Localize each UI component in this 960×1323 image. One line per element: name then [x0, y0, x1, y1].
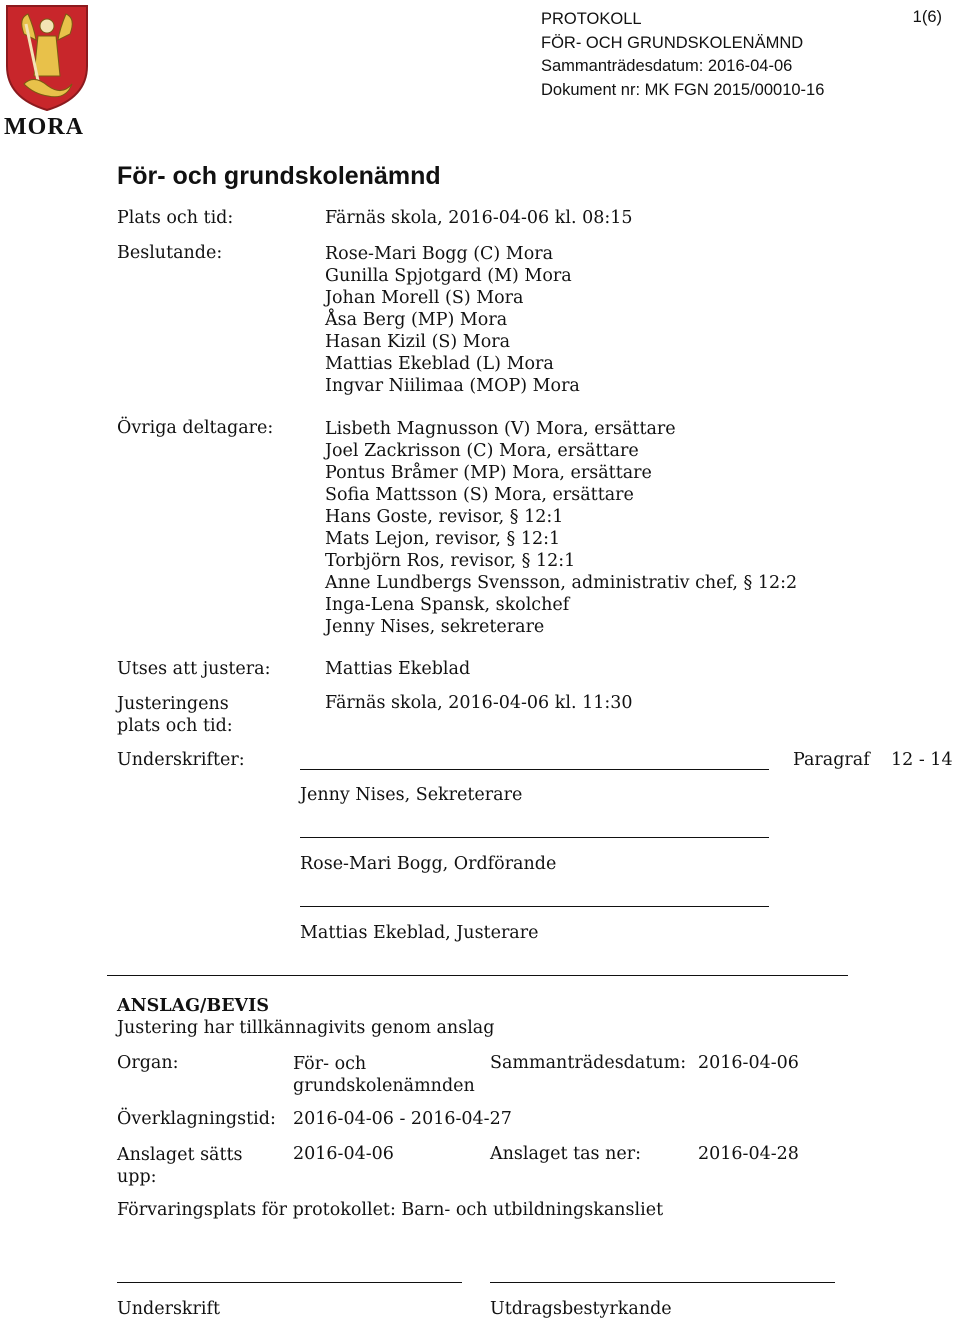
other-participants-list: [325, 418, 797, 638]
document-header: [541, 8, 824, 102]
list-item: Joel Zackrisson (C) Mora, ersättare: [325, 441, 639, 461]
adjustment-place-label: [117, 693, 233, 737]
meeting-date: Sammanträdesdatum: 2016-04-06: [541, 57, 793, 75]
list-item: Pontus Bråmer (MP) Mora, ersättare: [325, 463, 652, 483]
adjustment-place-label-line-1: Justeringens: [117, 694, 229, 714]
posted-label-line-1: Anslaget sätts: [117, 1145, 243, 1165]
paragraph-value: 12 - 14: [891, 750, 953, 770]
list-item: Hans Goste, revisor, § 12:1: [325, 507, 564, 527]
mora-coat-of-arms-logo: [4, 4, 90, 142]
organ-label: Organ:: [117, 1053, 179, 1073]
removed-value: 2016-04-28: [698, 1144, 799, 1164]
signature-label: Underskrift: [117, 1299, 221, 1319]
list-item: Inga-Lena Spansk, skolchef: [325, 595, 570, 615]
decision-makers-label: Beslutande:: [117, 243, 223, 263]
list-item: Hasan Kizil (S) Mora: [325, 332, 511, 352]
doc-type: PROTOKOLL: [541, 10, 642, 28]
notice-meeting-date-value: 2016-04-06: [698, 1053, 799, 1073]
storage-location: Förvaringsplats för protokollet: Barn- och utbildningskansliet: [117, 1200, 664, 1220]
signatures-label: Underskrifter:: [117, 750, 245, 770]
signature-line-secretary: [300, 769, 769, 770]
notice-meeting-date-label: Sammanträdesdatum:: [490, 1053, 687, 1073]
list-item: Gunilla Spjotgard (M) Mora: [325, 266, 572, 286]
list-item: Rose-Mari Bogg (C) Mora: [325, 244, 554, 264]
organ-value: [293, 1053, 475, 1097]
posted-label: [117, 1144, 243, 1188]
list-item: Torbjörn Ros, revisor, § 12:1: [325, 551, 576, 571]
posted-value: 2016-04-06: [293, 1144, 394, 1164]
list-item: Mattias Ekeblad (L) Mora: [325, 354, 554, 374]
organ-value-line-2: grundskolenämnden: [293, 1076, 475, 1096]
document-number: Dokument nr: MK FGN 2015/00010-16: [541, 80, 825, 99]
certification-label: Utdragsbestyrkande: [490, 1299, 672, 1319]
adjuster-name: Mattias Ekeblad, Justerare: [300, 923, 539, 943]
secretary-name: Jenny Nises, Sekreterare: [300, 785, 523, 805]
notice-subheading: Justering har tillkännagivits genom anslag: [117, 1018, 495, 1038]
section-divider: [107, 975, 848, 976]
list-item: Johan Morell (S) Mora: [325, 288, 524, 308]
logo-text: MORA: [4, 114, 84, 140]
appeal-period-value: 2016-04-06 - 2016-04-27: [293, 1109, 512, 1129]
page-title: För- och grundskolenämnd: [117, 162, 441, 190]
adjuster-value: Mattias Ekeblad: [325, 659, 471, 679]
signature-line-certification: [490, 1282, 835, 1283]
board-name: FÖR- OCH GRUNDSKOLENÄMND: [541, 33, 804, 52]
signature-line-chair: [300, 837, 769, 838]
list-item: Anne Lundbergs Svensson, administrativ chef, § 12:2: [325, 573, 798, 593]
list-item: Sofia Mattsson (S) Mora, ersättare: [325, 485, 634, 505]
organ-value-line-1: För- och: [293, 1054, 367, 1074]
signature-line-adjuster: [300, 906, 769, 907]
paragraph-label: Paragraf: [793, 750, 870, 770]
decision-makers-list: [325, 243, 580, 397]
list-item: Lisbeth Magnusson (V) Mora, ersättare: [325, 419, 676, 439]
page-number: 1(6): [912, 8, 942, 26]
place-time-value: Färnäs skola, 2016-04-06 kl. 08:15: [325, 208, 633, 228]
adjustment-place-label-line-2: plats och tid:: [117, 716, 233, 736]
adjuster-label: Utses att justera:: [117, 659, 271, 679]
posted-label-line-2: upp:: [117, 1167, 157, 1187]
list-item: Jenny Nises, sekreterare: [325, 617, 545, 637]
signature-line-underskrift: [117, 1282, 462, 1283]
appeal-period-label: Överklagningstid:: [117, 1109, 276, 1129]
other-participants-label: Övriga deltagare:: [117, 418, 274, 438]
removed-label: Anslaget tas ner:: [490, 1144, 641, 1164]
place-time-label: Plats och tid:: [117, 208, 234, 228]
list-item: Åsa Berg (MP) Mora: [325, 310, 508, 330]
list-item: Mats Lejon, revisor, § 12:1: [325, 529, 561, 549]
list-item: Ingvar Niilimaa (MOP) Mora: [325, 376, 580, 396]
chair-name: Rose-Mari Bogg, Ordförande: [300, 854, 557, 874]
coat-of-arms-icon: [4, 4, 90, 114]
notice-heading: ANSLAG/BEVIS: [117, 996, 269, 1016]
adjustment-place-value: Färnäs skola, 2016-04-06 kl. 11:30: [325, 693, 633, 713]
